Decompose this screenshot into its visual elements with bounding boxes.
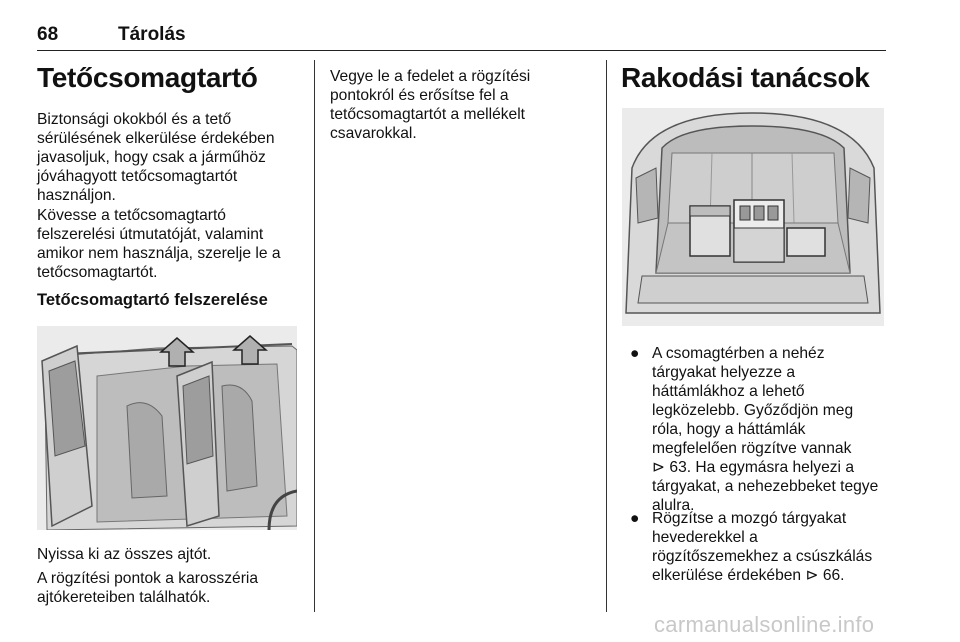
text-line: rögzítőszemekhez a csúszkálás <box>652 548 873 565</box>
section-title-roof-rack: Tetőcsomagtartó <box>37 62 258 93</box>
bullet-marker: ● <box>630 510 640 527</box>
text-line: tárgyakat helyezze a <box>652 364 796 381</box>
caption-mounting-points <box>37 569 307 607</box>
text-line: amikor nem használja, szerelje le a <box>37 245 281 262</box>
text-line: használjon. <box>37 187 116 204</box>
text-line: csavarokkal. <box>330 125 417 142</box>
text-line: A rögzítési pontok a karosszéria <box>37 570 259 587</box>
text-line: megfelelően rögzítve vannak <box>652 440 852 457</box>
text-line: pontokról és erősítse fel a <box>330 87 509 104</box>
text-line: legközelebb. Győződjön meg <box>652 402 854 419</box>
section-title-loading-tips: Rakodási tanácsok <box>621 62 870 93</box>
bullet-text-heavy-items <box>652 344 892 515</box>
text-line: elkerülése érdekében ⊳ 66. <box>652 567 845 584</box>
text-line: tetőcsomagtartót. <box>37 264 158 281</box>
text-line: ⊳ 63. Ha egymásra helyezi a <box>652 459 855 476</box>
text-line: alulra. <box>652 497 695 514</box>
page-header <box>37 22 886 51</box>
chapter-title: Tárolás <box>118 24 186 45</box>
bullet-text-secure-items <box>652 509 892 585</box>
paragraph-instructions <box>37 206 307 282</box>
paragraph-safety <box>37 110 307 205</box>
text-line: tetőcsomagtartót a mellékelt <box>330 106 526 123</box>
caption-open-doors: Nyissa ki az összes ajtót. <box>37 546 212 563</box>
text-line: A csomagtérben a nehéz <box>652 345 825 362</box>
cargo-area-illustration <box>622 108 884 326</box>
page-number: 68 <box>37 24 59 45</box>
text-line: Vegye le a fedelet a rögzítési <box>330 68 531 85</box>
text-line: Rögzítse a mozgó tárgyakat <box>652 510 847 527</box>
text-line: Biztonsági okokból és a tető <box>37 111 232 128</box>
car-doors-illustration <box>37 326 297 530</box>
text-line: felszerelési útmutatóját, valamint <box>37 226 264 243</box>
list-item <box>630 509 890 589</box>
text-line: háttámlákhoz a lehető <box>652 383 805 400</box>
text-line: tárgyakat, a nehezebbeket tegye <box>652 478 879 495</box>
text-line: Kövesse a tetőcsomagtartó <box>37 207 226 224</box>
text-line: javasoljuk, hogy csak a járműhöz <box>37 149 266 166</box>
text-line: jóváhagyott tetőcsomagtartót <box>37 168 238 185</box>
list-item <box>630 344 890 516</box>
text-line: hevederekkel a <box>652 529 758 546</box>
column-divider <box>606 60 607 612</box>
text-line: róla, hogy a háttámlák <box>652 421 806 438</box>
column-divider <box>314 60 315 612</box>
bullet-marker: ● <box>630 345 640 362</box>
text-line: ajtókereteiben találhatók. <box>37 589 211 606</box>
watermark: carmanualsonline.info <box>654 612 875 637</box>
subsection-title: Tetőcsomagtartó felszerelése <box>37 291 268 309</box>
paragraph-fasten <box>330 67 600 143</box>
text-line: sérülésének elkerülése érdekében <box>37 130 275 147</box>
